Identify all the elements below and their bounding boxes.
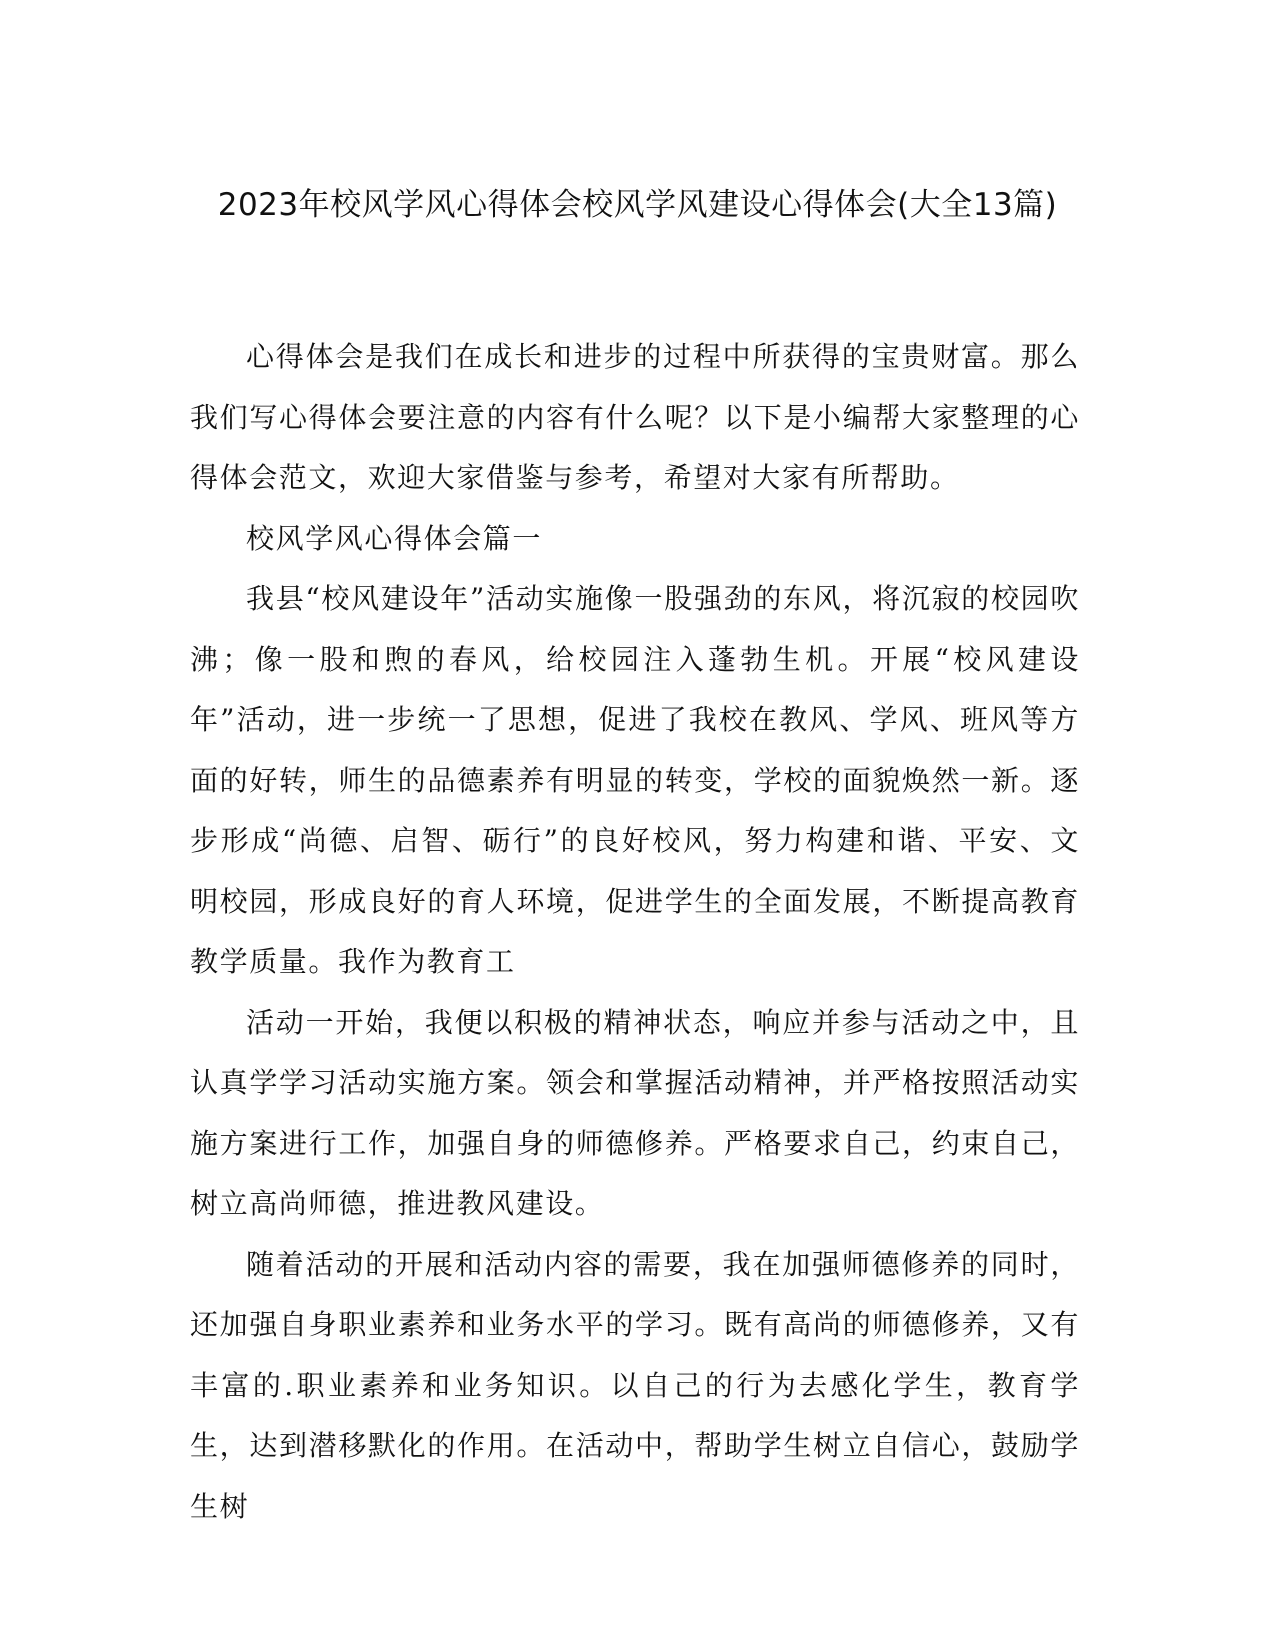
body-paragraph: 随着活动的开展和活动内容的需要，我在加强师德修养的同时，还加强自身职业素养和业务水平的学习。既有高尚的师德修养，又有丰富的.职业素养和业务知识。以自己的行为去感化学生，教育学生，达到潜移默化的作用。在活动中，帮助学生树立自信心，鼓励学生树 (190, 1247, 1080, 1523)
section-heading: 校风学风心得体会篇一 (246, 521, 543, 555)
body-paragraph: 活动一开始，我便以积极的精神状态，响应并参与活动之中，且认真学学习活动实施方案。领会和掌握活动精神，并严格按照活动实施方案进行工作，加强自身的师德修养。严格要求自己，约束自己，树立高尚师德，推进教风建设。 (190, 1005, 1080, 1220)
document-title: 2023年校风学风心得体会校风学风建设心得体会(大全13篇) (217, 187, 1058, 223)
document-body (190, 327, 1080, 1537)
intro-paragraph: 心得体会是我们在成长和进步的过程中所获得的宝贵财富。那么我们写心得体会要注意的内容有什么呢？以下是小编帮大家整理的心得体会范文，欢迎大家借鉴与参考，希望对大家有所帮助。 (190, 340, 1080, 494)
body-paragraph: 我县“校风建设年”活动实施像一股强劲的东风，将沉寂的校园吹沸；像一股和煦的春风，给校园注入蓬勃生机。开展“校风建设年”活动，进一步统一了思想，促进了我校在教风、学风、班风等方面的好转，师生的品德素养有明显的转变，学校的面貌焕然一新。逐步形成“尚德、启智、砺行”的良好校风，努力构建和谐、平安、文明校园，形成良好的育人环境，促进学生的全面发展，不断提高教育教学质量。我作为教育工 (190, 582, 1080, 978)
